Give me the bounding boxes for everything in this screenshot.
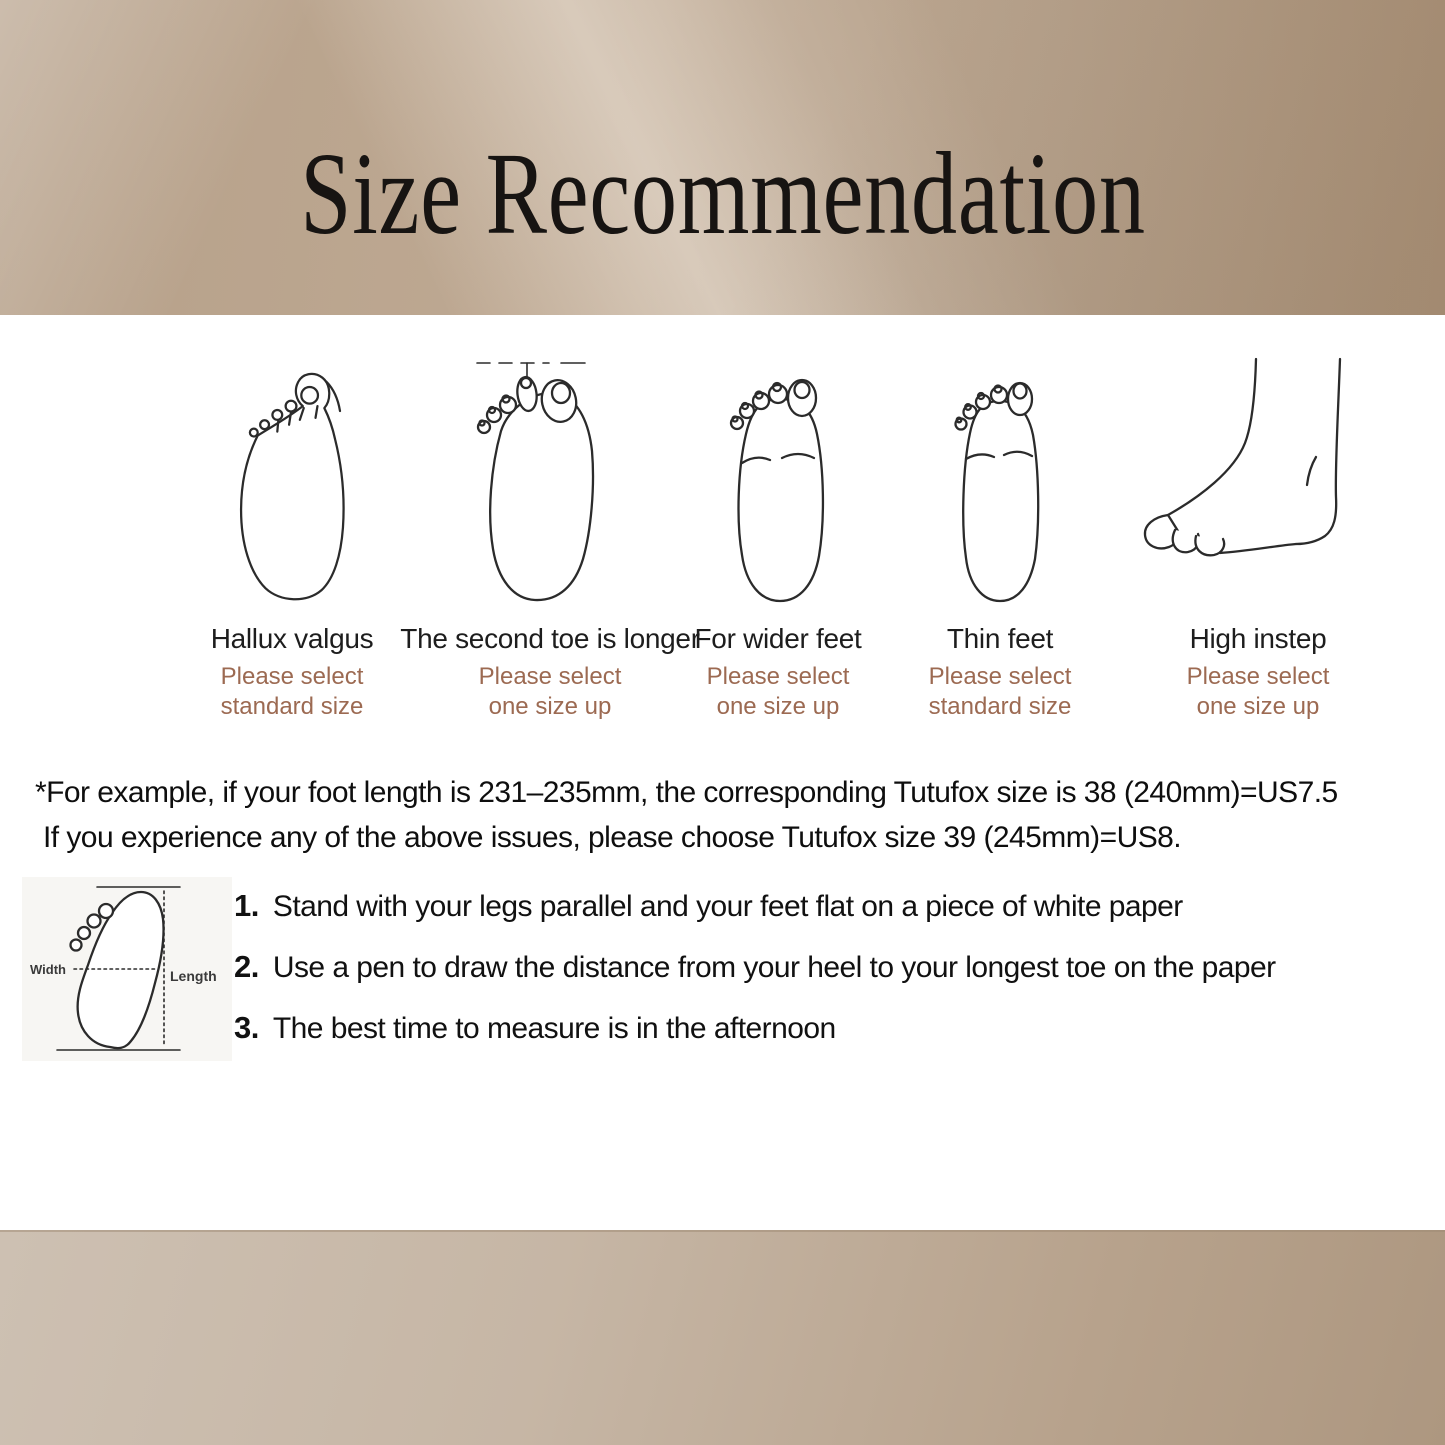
foot-type-label: For wider feet — [694, 623, 862, 654]
measurement-diagram — [22, 877, 232, 1061]
instruction-number: 1. — [234, 888, 259, 923]
advice-line: standard size — [220, 693, 364, 720]
header-banner — [0, 0, 1445, 315]
advice-line: standard size — [928, 693, 1072, 720]
measuring-instructions — [234, 887, 1442, 1070]
instruction-text: The best time to measure is in the afternoon — [272, 1012, 836, 1045]
page-title: Size Recommendation — [299, 127, 1146, 259]
example-note-line-1: *For example, if your foot length is 231–235mm, the corresponding Tutufox size is 38 (240mm)=US7.5 — [35, 776, 1338, 809]
advice-line: Please select — [478, 663, 622, 690]
example-note-line-2: If you experience any of the above issues, please choose Tutufox size 39 (245mm)=US8. — [43, 821, 1182, 854]
instruction-item — [234, 887, 1442, 926]
advice-line: one size up — [488, 693, 612, 720]
foot-type-label: Thin feet — [946, 623, 1054, 654]
advice-line: Please select — [1186, 663, 1330, 690]
advice-line: one size up — [716, 693, 840, 720]
foot-type-card-high-instep — [1098, 347, 1418, 722]
foot-type-advice — [1098, 662, 1418, 722]
instruction-number: 2. — [234, 949, 259, 984]
length-label: Length — [170, 968, 217, 984]
high-instep-foot-illustration — [1098, 347, 1418, 603]
footer-banner — [0, 1230, 1445, 1445]
content-area — [0, 315, 1445, 1230]
example-note — [35, 770, 1443, 860]
advice-line: Please select — [220, 663, 364, 690]
instruction-item — [234, 1009, 1442, 1048]
advice-line: Please select — [706, 663, 850, 690]
instruction-text: Use a pen to draw the distance from your heel to your longest toe on the paper — [272, 951, 1276, 984]
advice-line: one size up — [1196, 693, 1320, 720]
instruction-item — [234, 948, 1442, 987]
foot-type-label: High instep — [1189, 623, 1327, 654]
foot-type-label: Hallux valgus — [210, 623, 374, 654]
instruction-number: 3. — [234, 1010, 259, 1045]
instruction-text: Stand with your legs parallel and your feet flat on a piece of white paper — [272, 890, 1183, 923]
foot-type-label: The second toe is longer — [400, 623, 700, 654]
width-label: Width — [30, 962, 66, 977]
advice-line: Please select — [928, 663, 1072, 690]
